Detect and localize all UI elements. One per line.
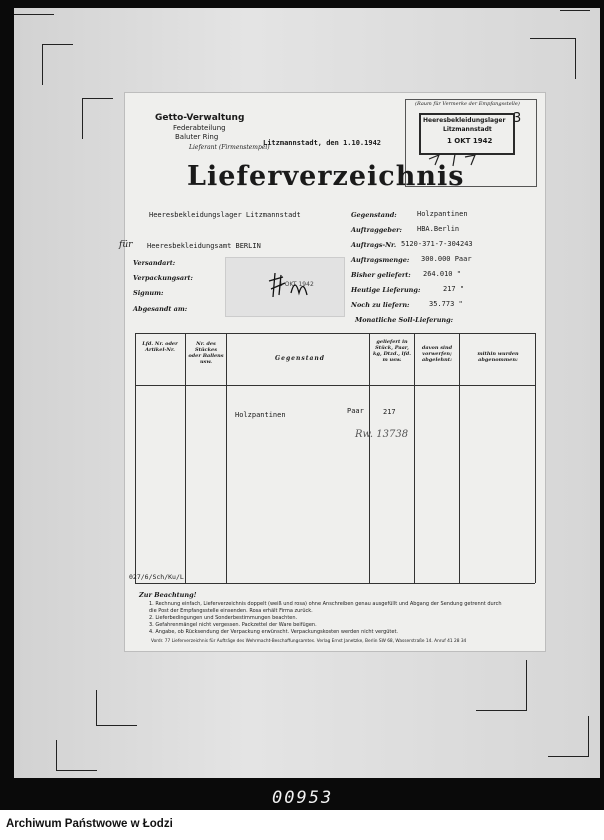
receipt-stamp-line2: Litzmannstadt (443, 126, 492, 133)
notes-item-1: 1. Rechnung einfach, Lieferverzeichnis doppelt (weiß und rosa) ohne Anschreiben genau ausgefüllt und Abgang der Sendung getrennt durch (149, 601, 502, 607)
table-cell-unit: Paar (347, 407, 364, 415)
field-value-auftraggeber: HBA.Berlin (417, 225, 460, 233)
org-name: Getto-Verwaltung (155, 113, 245, 123)
receipt-stamp-line1: Heeresbekleidungslager (423, 117, 506, 124)
table-header-gegenstand: Gegenstand (275, 355, 325, 362)
notes-item-2: 2. Lieferbedingungen und Sonderbestimmungen beachten. (149, 615, 298, 621)
document-title: Lieferverzeichnis (187, 161, 465, 192)
form-printer-line: Vordr. 77 Lieferverzeichnis für Aufträge des Wehrmacht-Beschaffungsamtes. Verlag Ernst Janetzke, Berlin SW 68, Wasserstraße 14. Anruf 41 28 34 (151, 639, 467, 644)
file-reference: 027/6/Sch/Ku/L (129, 573, 184, 581)
field-value-auftragsmenge: 300.000 Paar (421, 255, 472, 263)
org-department: Federabteilung (173, 124, 226, 132)
delivery-form (119, 92, 546, 652)
field-label-gegenstand: Gegenstand: (351, 211, 397, 219)
crop-mark (96, 690, 137, 726)
archive-label: Archiwum Państwowe w Łodzi (6, 818, 173, 830)
table-cell-qty: 217 (383, 408, 396, 416)
notes-item-3: 3. Gefahrenmängel nicht vergessen. Packzettel der Ware beifügen. (149, 622, 317, 628)
field-value-auftragsnr: 5120-371-7-304243 (401, 240, 473, 248)
field-label-abgesandt: Abgesandt am: (133, 305, 188, 313)
table-header-mithin: mithin wurden abgenommen: (477, 351, 519, 363)
field-label-verpackungsart: Verpackungsart: (133, 274, 193, 282)
field-label-auftraggeber: Auftraggeber: (351, 226, 402, 234)
notes-item-1b: die Post der Empfangsstelle einsenden. Rosa erhält Firma zurück. (149, 608, 313, 614)
crop-mark (530, 38, 576, 79)
table-col-divider (226, 333, 227, 583)
recipient-note: (Raum für Vermerke der Empfangsstelle) (415, 101, 520, 107)
table-col-divider (369, 333, 370, 583)
field-value-gegenstand: Holzpantinen (417, 210, 468, 218)
place-date: Litzmannstadt, den 1.10.1942 (263, 139, 382, 147)
table-col-divider (185, 333, 186, 583)
field-label-auftragsnr: Auftrags-Nr. (351, 241, 397, 249)
field-label-heutige: Heutige Lieferung: (351, 286, 421, 294)
crop-mark (82, 98, 113, 139)
field-label-versandart: Versandart: (133, 259, 176, 267)
field-label-bisher: Bisher geliefert: (351, 271, 411, 279)
frame-number: 00953 (272, 788, 334, 808)
table-bottom-border (135, 583, 535, 584)
receipt-stamp-number: 3 (513, 111, 522, 126)
field-value-bisher: 264.010 " (423, 270, 461, 278)
table-cell-item: Holzpantinen (235, 411, 286, 419)
consignee-for: für (119, 240, 133, 250)
notes-item-4: 4. Angabe, ob Rücksendung der Verpackung erwünscht. Verpackungskosten werden nicht vergütet. (149, 629, 399, 635)
table-header-davon: davon sind vorwerfen; abgelehnt: (421, 345, 453, 363)
table-top-border (135, 333, 535, 334)
crop-mark (56, 740, 97, 771)
table-col-divider (535, 333, 536, 583)
mid-stamp-date: 1 OKT 1942 (279, 281, 314, 288)
crop-mark (560, 10, 590, 12)
crop-mark (42, 44, 73, 85)
notes-heading: Zur Beachtung! (139, 591, 197, 599)
table-header-border (135, 385, 535, 386)
handwritten-signature (265, 271, 315, 301)
table-header-lfd: Lfd. Nr. oder Artikel-Nr. (142, 341, 178, 353)
receipt-stamp-date: 1 OKT 1942 (447, 137, 493, 145)
field-label-monatliche: Monatliche Soll-Lieferung: (355, 316, 454, 324)
field-value-heutige: 217 " (443, 285, 465, 293)
field-label-auftragsmenge: Auftragsmenge: (351, 256, 410, 264)
table-col-divider (459, 333, 460, 583)
field-label-signum: Signum: (133, 289, 164, 297)
table-header-stueck: Nr. des Stückes oder Ballens usw. (188, 341, 224, 365)
crop-mark (476, 660, 527, 711)
table-col-divider (135, 333, 136, 583)
supplier-label: Lieferant (Firmenstempel) (189, 144, 270, 151)
consignee-line2: Heeresbekleidungsamt BERLIN (147, 242, 261, 250)
handwritten-reference: Rw. 13738 (355, 429, 409, 440)
crop-mark (548, 716, 589, 757)
table-header-geliefert: geliefert in Stück, Paar, kg, Dtzd., lfd. m usw. (373, 339, 411, 363)
crop-mark (14, 14, 54, 16)
archive-footer (0, 810, 604, 840)
field-value-noch: 35.773 " (429, 300, 463, 308)
field-label-noch: Noch zu liefern: (351, 301, 410, 309)
org-address: Baluter Ring (175, 133, 219, 141)
consignee-line1: Heeresbekleidungslager Litzmannstadt (149, 211, 301, 219)
table-col-divider (414, 333, 415, 583)
